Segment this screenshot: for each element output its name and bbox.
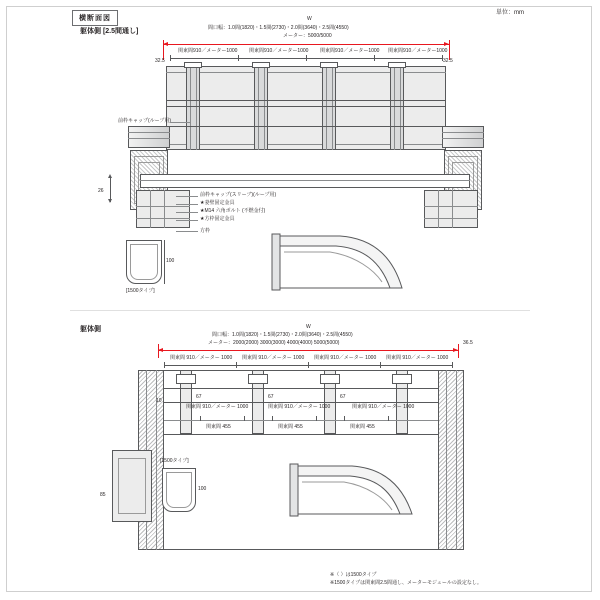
callout-frame: 方枠 [200,228,211,234]
top-overall-dim-line [163,44,449,45]
bottom-overall-dim-line [158,350,458,351]
unit-label: 単位：mm [496,10,524,16]
section-bottom-subtitle: 躯体側 [80,326,101,333]
bottom-detail-label: [1500タイプ] [160,458,189,464]
callout-frame-bracket: ★方枠固定金具 [200,216,235,222]
bottom-inner-dim-3: 67 [340,394,346,400]
bottom-inner-dim-2: 67 [268,394,274,400]
top-dim-tick-left [163,40,164,60]
bottom-small-span-1: 関東間 455 [206,424,231,430]
bottom-top-span-1: 関東間 910／メーター 1000 [170,355,233,361]
bottom-left-dim: 10 [156,398,162,404]
top-meter-line: メーター：5000/5000 [283,33,332,39]
bottom-detail-dim-85: 85 [100,492,106,498]
top-detail-label: [1500タイプ] [126,288,155,294]
bottom-inner-dim-1: 67 [196,394,202,400]
top-cap-3 [320,62,338,68]
section-title-chip: 横断面図 [72,10,118,26]
bottom-small-span-2: 関東間 455 [278,424,303,430]
bottom-mid-span-3: 関東間 910／メーター 1000 [352,404,415,410]
bottom-top-span-3: 関東間 910／メーター 1000 [314,355,377,361]
top-horizontal-beam [140,174,470,188]
top-cap-2 [252,62,270,68]
callout-m14-bolt: ★M14 六角ボルト (不燃金付) [200,208,266,214]
callout-maegamae-cap: 前枠キャップ(ループ用) [118,118,172,124]
bottom-mid-span-2: 関東間 910／メーター 1000 [268,404,331,410]
top-rafter-4 [390,66,404,150]
bottom-side-view-bracket [288,462,418,520]
note-2: ※1500タイプは関東間2.5間通し、メーターモジュールの設定なし。 [330,580,482,586]
bottom-small-span-3: 関東間 455 [350,424,375,430]
top-cap-1 [184,62,202,68]
bottom-detail-dim-100: 100 [198,486,207,492]
top-edge-dim-left: 32.5 [155,58,165,64]
callout-tsumakabe-bracket: ★妻壁固定金具 [200,200,235,206]
bottom-top-span-2: 関東間 910／メーター 1000 [242,355,305,361]
top-left-bracket [128,126,170,148]
top-width-line: 間口幅：1.0間(1820)・1.5間(2730)・2.0間(3640)・2.5間(4550) [208,25,349,31]
top-right-lower-assembly [424,190,478,228]
top-main-frame [166,66,446,150]
top-cap-4 [388,62,406,68]
top-span-label-3: 関東間910／メーター1000 [320,48,380,54]
top-right-bracket [442,126,484,148]
bottom-width-line: 間口幅：1.0間(1820)・1.5間(2730)・2.0間(3640)・2.5間(4550) [212,332,353,338]
top-rafter-3 [322,66,336,150]
top-side-dim: 26 [98,188,104,194]
bottom-mid-span-1: 関東間 910／メーター 1000 [186,404,249,410]
top-rafter-1 [186,66,200,150]
bottom-w-label: W [306,324,311,330]
top-span-label-1: 関東間910／メーター1000 [178,48,238,54]
top-span-label-2: 関東間910／メーター1000 [249,48,309,54]
top-rafter-2 [254,66,268,150]
top-edge-dim-right: 32.5 [443,58,453,64]
callout-cap-sleeve: 前枠キャップ(スリーブ)(ループ用) [200,192,277,198]
bottom-right-dim: 36.5 [463,340,473,346]
bottom-top-span-4: 関東間 910／メーター 1000 [386,355,449,361]
top-w-label: W [307,16,312,22]
top-span-label-4: 関東間910／メーター1000 [388,48,448,54]
section-top-subtitle: 躯体側 [2.5間通し] [80,28,139,35]
top-detail-dim: 100 [166,258,175,264]
bottom-meter-line: メーター：2000(2000) 3000(3000) 4000(4000) 5000(5000) [208,340,340,346]
top-side-view-bracket [270,232,410,294]
bottom-right-rail [438,370,464,550]
note-1: ※（ ）は1500タイプ [330,572,377,578]
top-dim-tick-right [449,40,450,60]
